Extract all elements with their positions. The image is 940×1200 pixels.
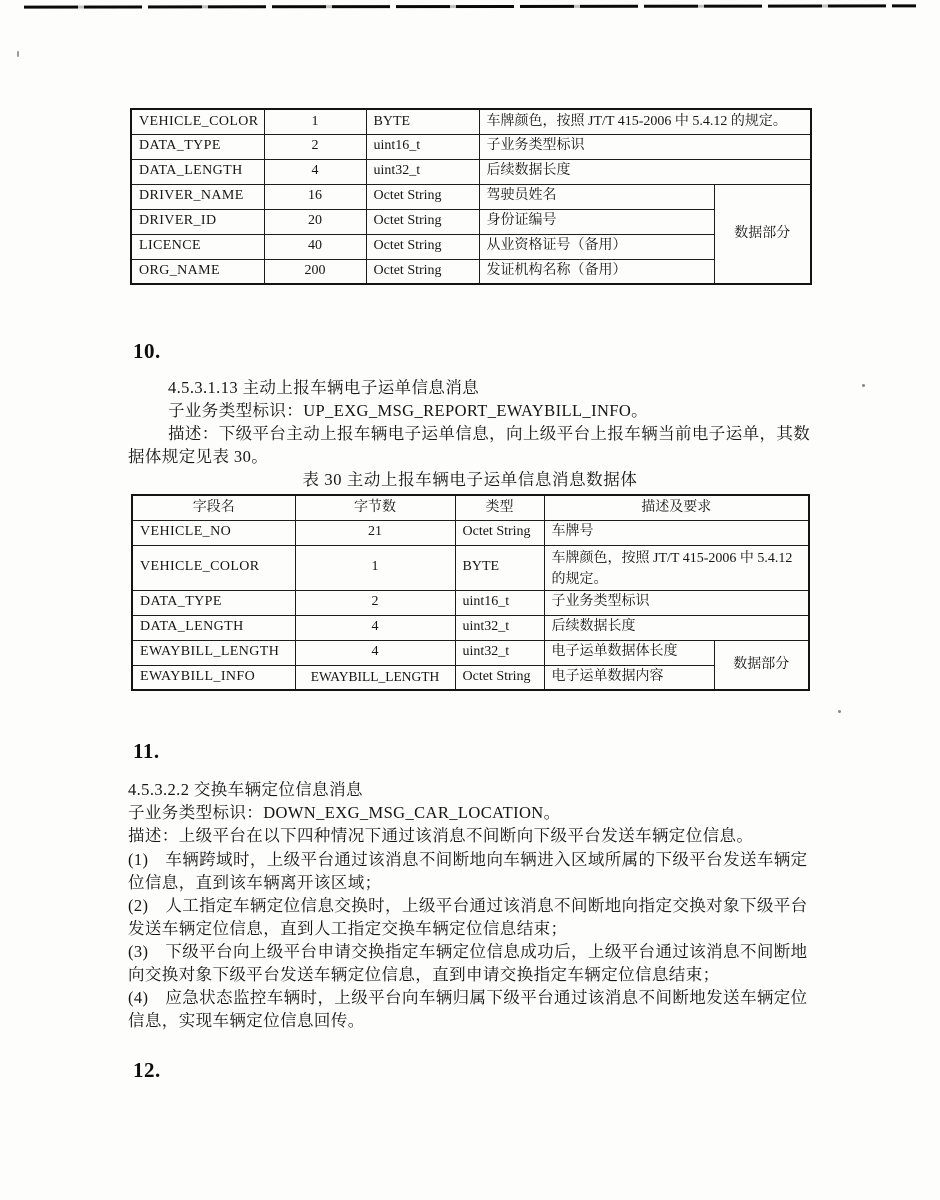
- header-bytes: 字节数: [295, 495, 455, 520]
- table-row: [131, 234, 811, 259]
- table-row: [131, 109, 811, 134]
- desc-cell: 驾驶员姓名: [479, 184, 714, 209]
- bytes-cell: 1: [264, 109, 366, 134]
- section-11-item-3-line-2: 向交换对象下级平台发送车辆定位信息，直到申请交换指定车辆定位信息结束；: [128, 965, 720, 984]
- field-cell: DATA_LENGTH: [132, 615, 295, 640]
- desc-cell: 从业资格证号（备用）: [479, 234, 714, 259]
- section-10-number: 10.: [133, 339, 161, 363]
- table-row: [131, 184, 811, 209]
- section-10-identifier-line: 子业务类型标识：UP_EXG_MSG_REPORT_EWAYBILL_INFO。: [168, 401, 649, 420]
- table-row: [131, 259, 811, 284]
- scan-speck: [17, 51, 19, 57]
- section-10-desc-line-1: 描述：下级平台主动上报车辆电子运单信息，向上级平台上报车辆当前电子运单，其数: [168, 424, 811, 443]
- bytes-cell: 4: [295, 615, 455, 640]
- header-field: 字段名: [132, 495, 295, 520]
- scan-artifact-top-line: [24, 4, 916, 8]
- desc-cell: 车牌号: [544, 520, 809, 545]
- table-row: [132, 640, 809, 665]
- bytes-cell: 2: [295, 590, 455, 615]
- table-row: [132, 665, 809, 690]
- scan-speck: [838, 710, 841, 713]
- desc-cell: 车牌颜色，按照 JT/T 415-2006 中 5.4.12 的规定。: [479, 109, 811, 134]
- type-cell: BYTE: [455, 545, 544, 590]
- type-cell: Octet String: [366, 184, 479, 209]
- field-cell: LICENCE: [131, 234, 264, 259]
- bytes-cell: 2: [264, 134, 366, 159]
- section-11-number: 11.: [133, 739, 160, 763]
- section-11-identifier-line: 子业务类型标识：DOWN_EXG_MSG_CAR_LOCATION。: [128, 803, 561, 822]
- bytes-cell: 16: [264, 184, 366, 209]
- header-type: 类型: [455, 495, 544, 520]
- desc-cell: 子业务类型标识: [479, 134, 811, 159]
- data-part-cell: 数据部分: [714, 184, 811, 284]
- field-cell: DATA_TYPE: [132, 590, 295, 615]
- section-11-item-3-line-1: (3) 下级平台向上级平台申请交换指定车辆定位信息成功后，上级平台通过该消息不间断地: [128, 942, 808, 961]
- type-cell: Octet String: [455, 665, 544, 690]
- bytes-cell: 200: [264, 259, 366, 284]
- desc-cell: 电子运单数据体长度: [544, 640, 714, 665]
- section-11-item-1-line-1: (1) 车辆跨域时，上级平台通过该消息不间断地向车辆进入区域所属的下级平台发送车辆定: [128, 850, 808, 869]
- bytes-cell: 4: [264, 159, 366, 184]
- field-cell: DRIVER_NAME: [131, 184, 264, 209]
- bytes-cell: 4: [295, 640, 455, 665]
- table-30-ewaybill-data-body: [131, 494, 810, 691]
- desc-cell: 车牌颜色，按照 JT/T 415-2006 中 5.4.12 的规定。: [544, 545, 809, 590]
- field-cell: EWAYBILL_LENGTH: [132, 640, 295, 665]
- desc-cell: 电子运单数据内容: [544, 665, 714, 690]
- header-desc: 描述及要求: [544, 495, 809, 520]
- section-11-item-2-line-1: (2) 人工指定车辆定位信息交换时，上级平台通过该消息不间断地向指定交换对象下级平台: [128, 896, 808, 915]
- type-cell: uint32_t: [455, 615, 544, 640]
- field-cell: EWAYBILL_INFO: [132, 665, 295, 690]
- table-header-row: [132, 495, 809, 520]
- table-row: [131, 159, 811, 184]
- table-row: [132, 545, 809, 590]
- section-11-item-1-line-2: 位信息，直到该车辆离开该区域；: [128, 873, 382, 892]
- field-cell: ORG_NAME: [131, 259, 264, 284]
- section-11-item-4-line-2: 信息，实现车辆定位信息回传。: [128, 1011, 365, 1030]
- type-cell: uint16_t: [455, 590, 544, 615]
- section-10-desc-line-2: 据体规定见表 30。: [128, 447, 269, 466]
- desc-cell: 子业务类型标识: [544, 590, 809, 615]
- section-12-number: 12.: [133, 1058, 161, 1082]
- desc-cell: 后续数据长度: [479, 159, 811, 184]
- section-11-heading: 4.5.3.2.2 交换车辆定位信息消息: [128, 780, 363, 799]
- section-11-desc-line: 描述：上级平台在以下四种情况下通过该消息不间断向下级平台发送车辆定位信息。: [128, 826, 754, 845]
- type-cell: uint32_t: [366, 159, 479, 184]
- driver-info-table: [130, 108, 812, 285]
- section-11-item-4-line-1: (4) 应急状态监控车辆时，上级平台向车辆归属下级平台通过该消息不间断地发送车辆定位: [128, 988, 808, 1007]
- type-cell: uint16_t: [366, 134, 479, 159]
- field-cell: VEHICLE_NO: [132, 520, 295, 545]
- bytes-cell: EWAYBILL_LENGTH: [295, 665, 455, 690]
- bytes-cell: 20: [264, 209, 366, 234]
- table-row: [132, 590, 809, 615]
- type-cell: Octet String: [366, 234, 479, 259]
- bytes-cell: 1: [295, 545, 455, 590]
- section-11-item-2-line-2: 发送车辆定位信息，直到人工指定交换车辆定位信息结束；: [128, 919, 568, 938]
- type-cell: Octet String: [366, 209, 479, 234]
- desc-cell: 后续数据长度: [544, 615, 809, 640]
- bytes-cell: 40: [264, 234, 366, 259]
- type-cell: BYTE: [366, 109, 479, 134]
- table-row: [131, 134, 811, 159]
- field-cell: DRIVER_ID: [131, 209, 264, 234]
- field-cell: VEHICLE_COLOR: [132, 545, 295, 590]
- table-row: [131, 209, 811, 234]
- bytes-cell: 21: [295, 520, 455, 545]
- desc-cell: 发证机构名称（备用）: [479, 259, 714, 284]
- desc-cell: 身份证编号: [479, 209, 714, 234]
- section-10-heading: 4.5.3.1.13 主动上报车辆电子运单信息消息: [168, 378, 480, 397]
- type-cell: Octet String: [366, 259, 479, 284]
- field-cell: DATA_TYPE: [131, 134, 264, 159]
- data-part-cell: 数据部分: [714, 640, 809, 690]
- table-row: [132, 615, 809, 640]
- table-30-caption: 表 30 主动上报车辆电子运单信息消息数据体: [302, 470, 638, 489]
- type-cell: Octet String: [455, 520, 544, 545]
- field-cell: VEHICLE_COLOR: [131, 109, 264, 134]
- table-row: [132, 520, 809, 545]
- type-cell: uint32_t: [455, 640, 544, 665]
- field-cell: DATA_LENGTH: [131, 159, 264, 184]
